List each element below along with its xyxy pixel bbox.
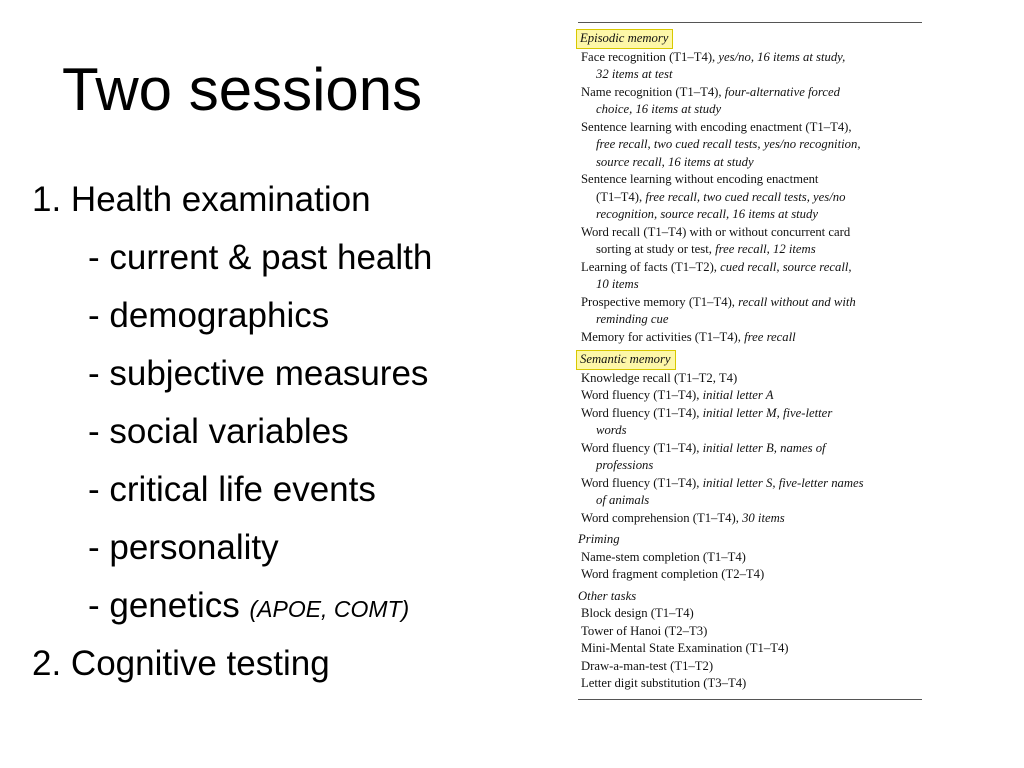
other-tasks-heading: Other tasks xyxy=(578,588,637,603)
priming-heading: Priming xyxy=(578,532,620,546)
task-entry: Sentence learning with encoding enactment (T1–T4), free recall, two cued recall tests, yes/no recognition, source recall, 16 items at study xyxy=(581,119,861,169)
bullet-cognitive-testing: 2. Cognitive testing xyxy=(32,644,330,683)
sub-bullet-personality: - personality xyxy=(88,528,279,567)
sub-bullet-genetics xyxy=(32,586,552,644)
slide-title: Two sessions xyxy=(62,56,423,123)
task-entry: Tower of Hanoi (T2–T3) xyxy=(581,623,708,638)
task-entry: Name recognition (T1–T4), four-alternative forced choice, 16 items at study xyxy=(581,84,840,116)
task-entry: Word fluency (T1–T4), initial letter S, five-letter names of animals xyxy=(581,475,864,507)
sub-bullet-demographics: - demographics xyxy=(88,296,330,335)
task-entry: Word fluency (T1–T4), initial letter A xyxy=(581,388,774,402)
task-entry: Mini-Mental State Examination (T1–T4) xyxy=(581,641,789,655)
sub-bullet-health: - current & past health xyxy=(88,238,433,277)
episodic-memory-heading: Episodic memory xyxy=(576,29,673,49)
task-entry: Word fluency (T1–T4), initial letter B, names of professions xyxy=(581,440,826,472)
semantic-memory-heading: Semantic memory xyxy=(576,350,676,370)
task-entry: Word comprehension (T1–T4), 30 items xyxy=(581,510,785,525)
genetics-label: - genetics xyxy=(88,586,240,625)
task-entry: Name-stem completion (T1–T4) xyxy=(581,549,746,564)
sub-bullet-life-events: - critical life events xyxy=(88,470,376,509)
task-entry: Memory for activities (T1–T4), free recall xyxy=(581,329,796,344)
task-entry: Knowledge recall (T1–T2, T4) xyxy=(581,370,738,385)
task-entry: Block design (T1–T4) xyxy=(581,606,694,620)
task-entry: Prospective memory (T1–T4), recall without and with reminding cue xyxy=(581,294,856,326)
sub-bullet-social: - social variables xyxy=(88,412,349,451)
cognitive-tasks-table xyxy=(578,22,922,722)
table-bottom-rule xyxy=(578,699,922,700)
task-entry: Word recall (T1–T4) with or without concurrent card sorting at study or test, free recall, 12 items xyxy=(581,224,851,256)
task-entry: Learning of facts (T1–T2), cued recall, source recall, 10 items xyxy=(581,259,852,291)
sub-bullet-subjective: - subjective measures xyxy=(88,354,429,393)
task-entry: Face recognition (T1–T4), yes/no, 16 items at study, 32 items at test xyxy=(581,49,846,81)
task-entry: Draw-a-man-test (T1–T2) xyxy=(581,658,714,673)
task-entry: Word fluency (T1–T4), initial letter M, five-letter words xyxy=(581,405,833,437)
task-entry: Word fragment completion (T2–T4) xyxy=(581,567,765,581)
table-top-rule xyxy=(578,22,922,23)
task-entry: Letter digit substitution (T3–T4) xyxy=(581,676,747,690)
bullet-health-examination: 1. Health examination xyxy=(32,180,371,219)
session-list xyxy=(32,180,552,702)
genetics-note: (APOE, COMT) xyxy=(249,596,410,622)
task-entry: Sentence learning without encoding enactment (T1–T4), free recall, two cued recall tests, yes/no recognition, source recall, 16 items at study xyxy=(581,172,846,221)
